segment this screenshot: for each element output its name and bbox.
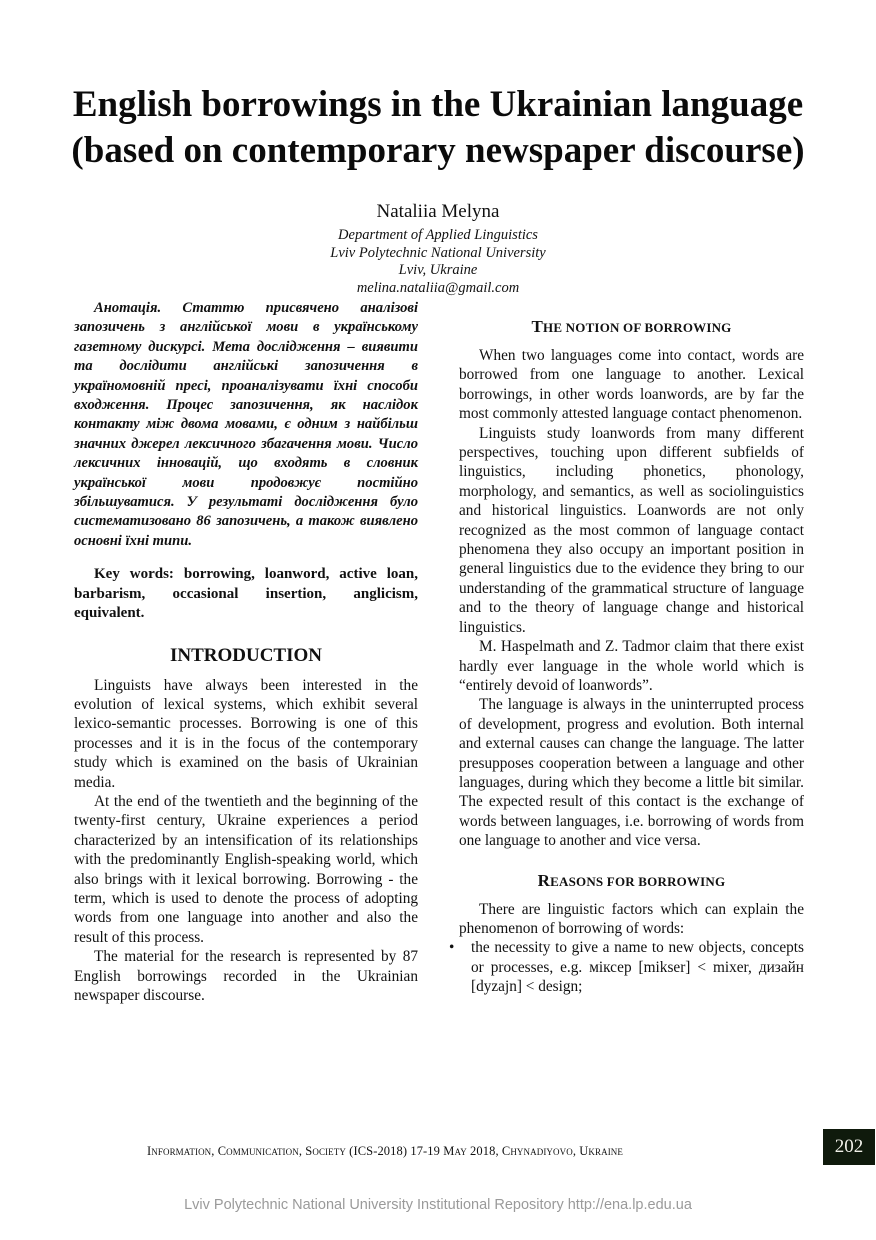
intro-paragraph-2: At the end of the twentieth and the beginning of the twenty-first century, Ukraine experiences a period characterized by an intensification of its relationships with the predominantly English-speaking world, which also brings with it lexical borrowing. Borrowing - the term, which is used to denote the process of adopting words from one language into another and also the result of this process. xyxy=(74,792,418,946)
list-item xyxy=(449,938,804,996)
reasons-for-borrowing-heading: REASONS FOR BORROWING xyxy=(537,870,726,890)
author-affiliation xyxy=(0,227,876,297)
repository-watermark: Lviv Polytechnic National University Institutional Repository http://ena.lp.edu.ua xyxy=(184,1197,692,1213)
left-column xyxy=(74,299,418,1005)
intro-paragraph-3: The material for the research is represented by 87 English borrowings recorded in the Ukrainian newspaper discourse. xyxy=(74,948,418,1004)
notion-of-borrowing-heading: THE NOTION OF BORROWING xyxy=(531,317,732,336)
abstract: Анотація. Статтю присвячено аналізові запозичень з англійської мови в українському газетному дискурсі. Мета дослідження – виявити та дослідити англійські запозичення в україномовній пресі, проаналізувати їхні способи входження. Процес запозичення, як наслідок контакту між двома мовами, є одним з найбільш значних джерел лексичного збагачення мови. Число лексичних інновацій, що входять в словник української мови продовжує постійно збільшуватися. У результаті дослідження було систематизовано 86 запозичень, а також виявлено основні їхні типи. xyxy=(74,300,418,549)
author-department: Department of Applied Linguistics xyxy=(338,227,538,243)
notion-paragraph-4: The language is always in the uninterrupted process of development, progress and evolution. Both internal and external causes can change the language. The latter presupposes cooperation between a language and other languages, during which they become a little bit similar. The expected result of this contact is the exchange of words between languages, i.e. borrowing of words from one language to another and vice versa. xyxy=(459,696,804,850)
notion-paragraph-1: When two languages come into contact, words are borrowed from one language to another. Lexical borrowings, in other words loanwords, are by far the most commonly attested language contact phenomenon. xyxy=(459,347,804,423)
introduction-heading: INTRODUCTION xyxy=(169,644,323,666)
page-number: 202 xyxy=(823,1129,875,1165)
author-email[interactable]: melina.nataliia@gmail.com xyxy=(356,279,520,296)
title-line-1: English borrowings in the Ukrainian language xyxy=(72,84,804,125)
right-column xyxy=(449,315,804,997)
author-city: Lviv, Ukraine xyxy=(398,262,478,279)
list-item-text: the necessity to give a name to new objects, concepts or processes, e.g. міксер [mikser] < mixer, дизайн [dyzajn] < design; xyxy=(471,939,804,996)
intro-paragraph-1: Linguists have always been interested in the evolution of lexical systems, which exhibit several lexico-semantic processes. Borrowing is one of this processes and it is in the focus of the contemporary study which is examined on the basis of Ukrainian media. xyxy=(74,676,418,791)
paper-title xyxy=(0,82,876,174)
bullet-icon: • xyxy=(449,939,455,957)
author-university: Lviv Polytechnic National University xyxy=(330,244,546,261)
conference-footer: Information, Communication, Society (ICS-2018) 17-19 May 2018, Chynadiyovo, Ukraine xyxy=(147,1144,623,1158)
notion-paragraph-2: Linguists study loanwords from many different perspectives, touching upon different subfields of linguistics, including phonetics, phonology, morphology, and semantics, as well as sociolinguistics and historical linguistics. Loanwords are not only recognized as the most common of language contact phenomena they also occupy an important position in general linguistics due to the evidence they bring to our understanding of the grammatical structure of language and to the theory of language change and historical linguistics. xyxy=(459,424,804,636)
notion-paragraph-3: M. Haspelmath and Z. Tadmor claim that there exist hardly ever language in the whole world which is “entirely devoid of loanwords”. xyxy=(459,638,804,694)
reasons-intro: There are linguistic factors which can explain the phenomenon of borrowing of words: xyxy=(459,900,804,937)
keywords: Key words: borrowing, loanword, active loan, barbarism, occasional insertion, anglicism, equivalent. xyxy=(74,566,418,622)
title-line-2: (based on contemporary newspaper discourse) xyxy=(71,130,805,171)
author-name: Nataliia Melyna xyxy=(376,201,500,222)
